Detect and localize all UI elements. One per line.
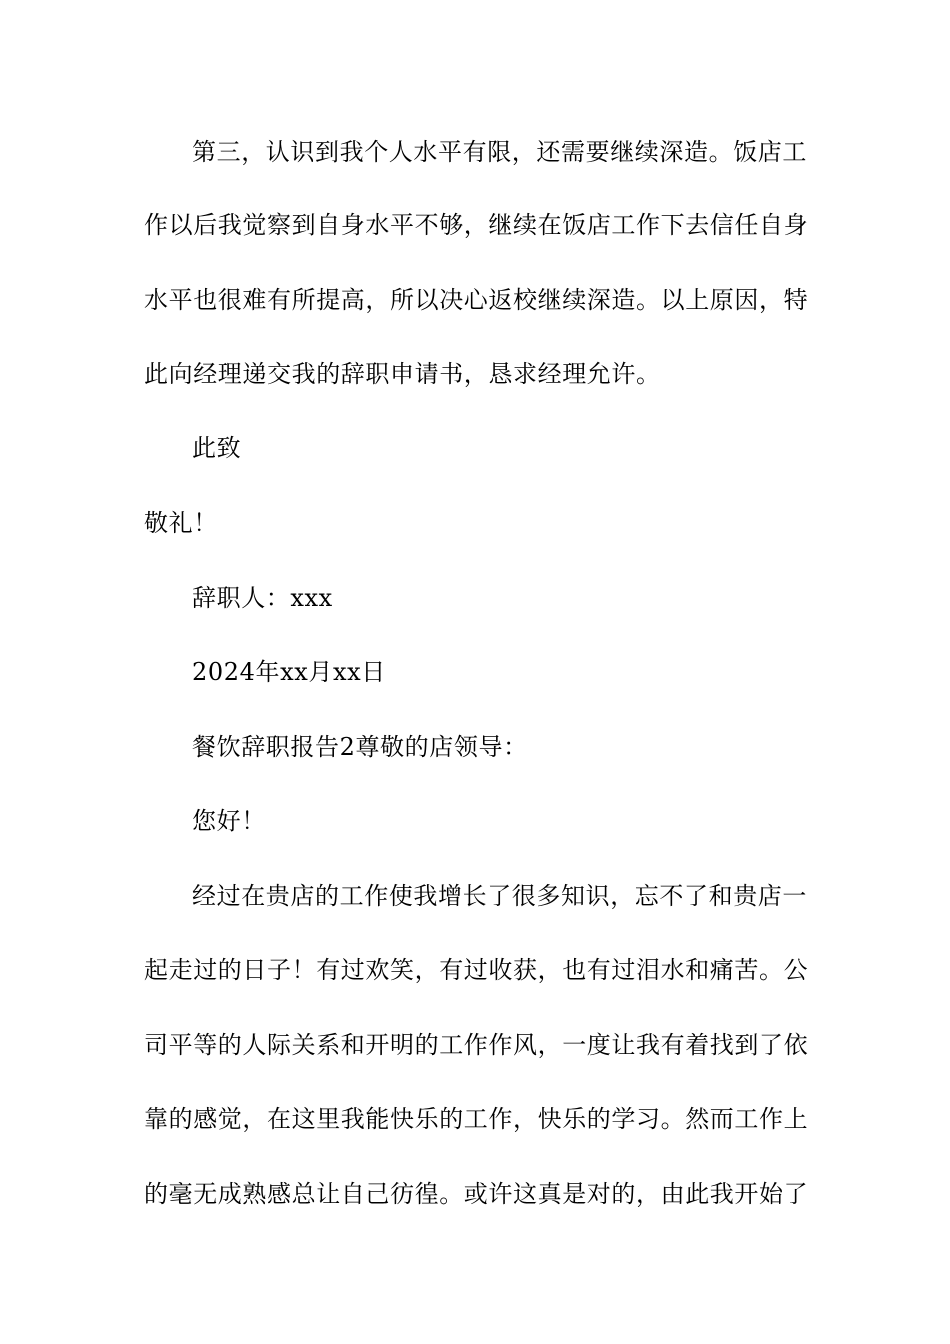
signature-line: 辞职人：xxx	[192, 584, 333, 612]
closing-salutation: 此致	[192, 434, 242, 462]
paragraph-line: 经过在贵店的工作使我增长了很多知识，忘不了和贵店一	[192, 882, 807, 910]
paragraph-line: 此向经理递交我的辞职申请书，恳求经理允许。	[144, 360, 661, 388]
paragraph-line: 第三，认识到我个人水平有限，还需要继续深造。饭店工	[192, 138, 807, 166]
paragraph-line: 水平也很难有所提高，所以决心返校继续深造。以上原因，特	[144, 286, 809, 314]
paragraph-line: 靠的感觉，在这里我能快乐的工作，快乐的学习。然而工作上	[144, 1105, 809, 1133]
section-heading: 餐饮辞职报告2尊敬的店领导：	[192, 733, 528, 761]
paragraph-line: 的毫无成熟感总让自己彷徨。或许这真是对的，由此我开始了	[144, 1180, 809, 1208]
paragraph-line: 司平等的人际关系和开明的工作作风，一度让我有着找到了依	[144, 1031, 809, 1059]
paragraph-line: 起走过的日子！有过欢笑，有过收获，也有过泪水和痛苦。公	[144, 956, 809, 984]
greeting-line: 您好！	[192, 807, 266, 835]
closing-regards: 敬礼！	[144, 509, 218, 537]
date-line: 2024年xx月xx日	[192, 658, 386, 686]
paragraph-line: 作以后我觉察到自身水平不够，继续在饭店工作下去信任自身	[144, 211, 809, 239]
